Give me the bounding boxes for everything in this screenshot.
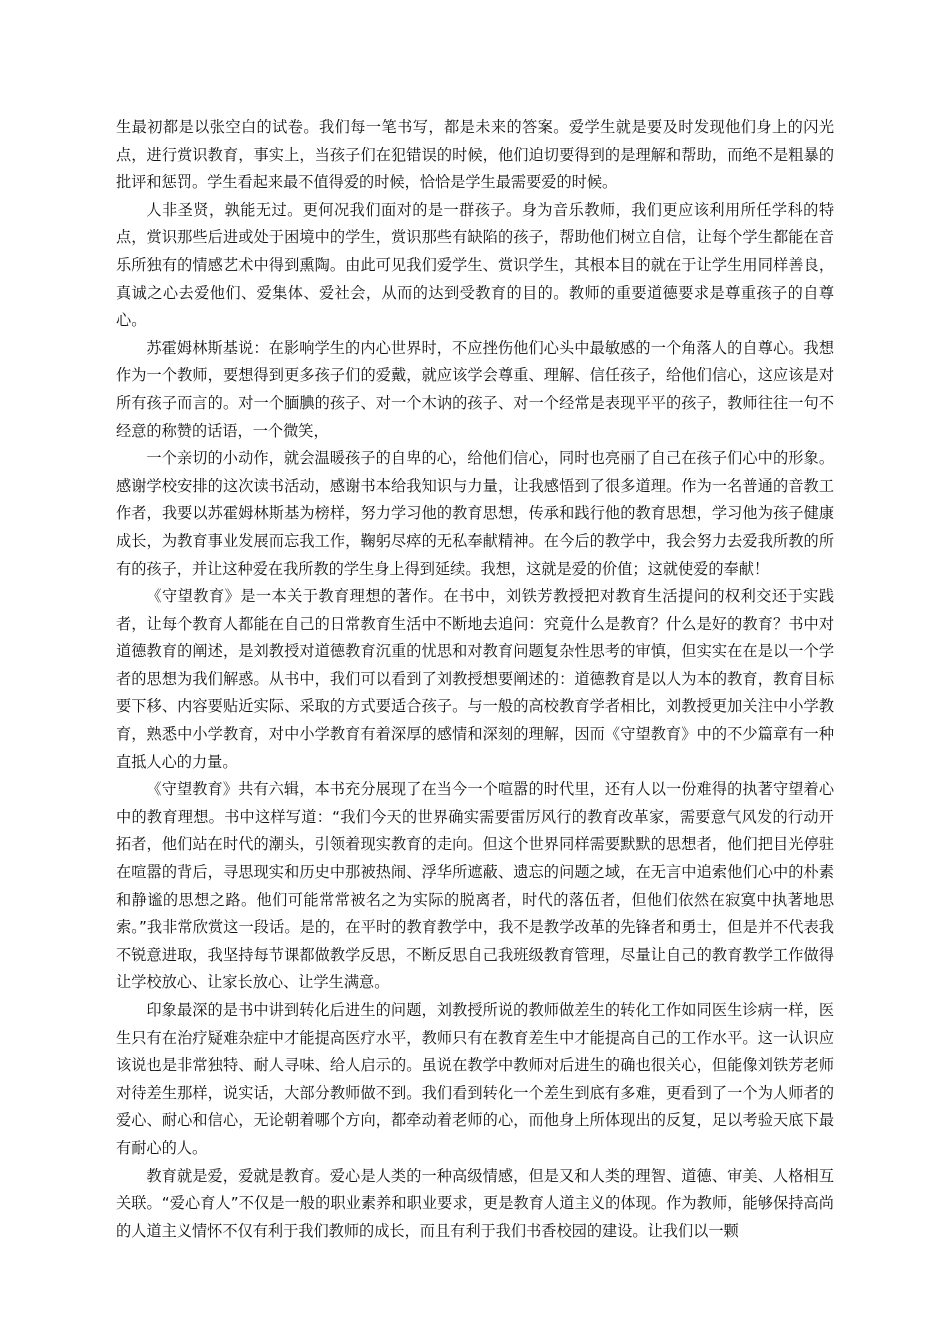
paragraph-3: 苏霍姆林斯基说：在影响学生的内心世界时，不应挫伤他们心头中最敏感的一个角落人的自尊心。我想作为一个教师，要想得到更多孩子们的爱戴，就应该学会尊重、理解、信任孩子，给他们信心，这应该是对所有孩子而言的。对一个腼腆的孩子、对一个木讷的孩子、对一个经常是表现平平的孩子，教师往往一句不经意的称赞的话语，一个微笑， — [116, 338, 834, 440]
paragraph-1: 生最初都是以张空白的试卷。我们每一笔书写，都是未来的答案。爱学生就是要及时发现他们身上的闪光点，进行赏识教育，事实上，当孩子们在犯错误的时候，他们迫切要得到的是理解和帮助，而绝不是粗暴的批评和惩罚。学生看起来最不值得爱的时候，恰恰是学生最需要爱的时候。 — [116, 118, 834, 192]
paragraph-8: 教育就是爱，爱就是教育。爱心是人类的一种高级情感，但是又和人类的理智、道德、审美、人格相互关联。“爱心育人”不仅是一般的职业素养和职业要求，更是教育人道主义的体现。作为教师，能够保持高尚的人道主义情怀不仅有利于我们教师的成长，而且有利于我们书香校园的建设。让我们以一颗 — [116, 1166, 834, 1240]
document-body — [116, 114, 834, 1245]
paragraph-7: 印象最深的是书中讲到转化后进生的问题，刘教授所说的教师做差生的转化工作如同医生诊病一样，医生只有在治疗疑难杂症中才能提高医疗水平，教师只有在教育差生中才能提高自己的工作水平。这一认识应该说也是非常独特、耐人寻味、给人启示的。虽说在教学中教师对后进生的确也很关心，但能像刘铁芳老师对待差生那样，说实话，大部分教师做不到。我们看到转化一个差生到底有多难，更看到了一个为人师者的爱心、耐心和信心，无论朝着哪个方向，都牵动着老师的心，而他身上所体现出的反复，足以考验天底下最有耐心的人。 — [116, 1001, 834, 1157]
paragraph-2: 人非圣贤，孰能无过。更何况我们面对的是一群孩子。身为音乐教师，我们更应该利用所任学科的特点，赏识那些后进或处于困境中的学生，赏识那些有缺陷的孩子，帮助他们树立自信，让每个学生都能在音乐所独有的情感艺术中得到熏陶。由此可见我们爱学生、赏识学生，其根本目的就在于让学生用同样善良，真诚之心去爱他们、爱集体、爱社会，从而的达到受教育的目的。教师的重要道德要求是尊重孩子的自尊心。 — [116, 200, 834, 330]
paragraph-6: 《守望教育》共有六辑，本书充分展现了在当今一个喧嚣的时代里，还有人以一份难得的执著守望着心中的教育理想。书中这样写道：“我们今天的世界确实需要雷厉风行的教育改革家，需要意气风发的行动开拓者，他们站在时代的潮头，引领着现实教育的走向。但这个世界同样需要默默的思想者，他们把目光停驻在喧嚣的背后，寻思现实和历史中那被热闹、浮华所遮蔽、遗忘的问题之域，在无言中追索他们心中的朴素和静谧的思想之路。他们可能常常被名之为实际的脱离者，时代的落伍者，但他们依然在寂寞中执著地思索。”我非常欣赏这一段话。是的，在平时的教育教学中，我不是教学改革的先锋者和勇士，但是并不代表我不锐意进取，我坚持每节课都做教学反思，不断反思自己我班级教育管理，尽量让自己的教育教学工作做得让学校放心、让家长放心、让学生满意。 — [116, 780, 834, 992]
paragraph-4: 一个亲切的小动作，就会温暖孩子的自卑的心，给他们信心，同时也亮丽了自己在孩子们心中的形象。感谢学校安排的这次读书活动，感谢书本给我知识与力量，让我感悟到了很多道理。作为一名普通的音教工作者，我要以苏霍姆林斯基为榜样，努力学习他的教育思想，传承和践行他的教育思想，学习他为孩子健康成长，为教育事业发展而忘我工作，鞠躬尽瘁的无私奉献精神。在今后的教学中，我会努力去爱我所教的所有的孩子，并让这种爱在我所教的学生身上得到延续。我想，这就是爱的价值；这就使爱的奉献！ — [116, 449, 834, 578]
paragraph-5: 《守望教育》是一本关于教育理想的著作。在书中，刘铁芳教授把对教育生活提问的权利交还于实践者，让每个教育人都能在自己的日常教育生活中不断地去追问：究竟什么是教育？什么是好的教育？书中对道德教育的阐述，是刘教授对道德教育沉重的忧思和对教育问题复杂性思考的审慎，但实实在在是以一个学者的思想为我们解惑。从书中，我们可以看到了刘教授想要阐述的：道德教育是以人为本的教育，教育目标要下移、内容要贴近实际、采取的方式要适合孩子。与一般的高校教育学者相比，刘教授更加关注中小学教育，熟悉中小学教育，对中小学教育有着深厚的感情和深刻的理解，因而《守望教育》中的不少篇章有一种直抵人心的力量。 — [116, 587, 834, 771]
